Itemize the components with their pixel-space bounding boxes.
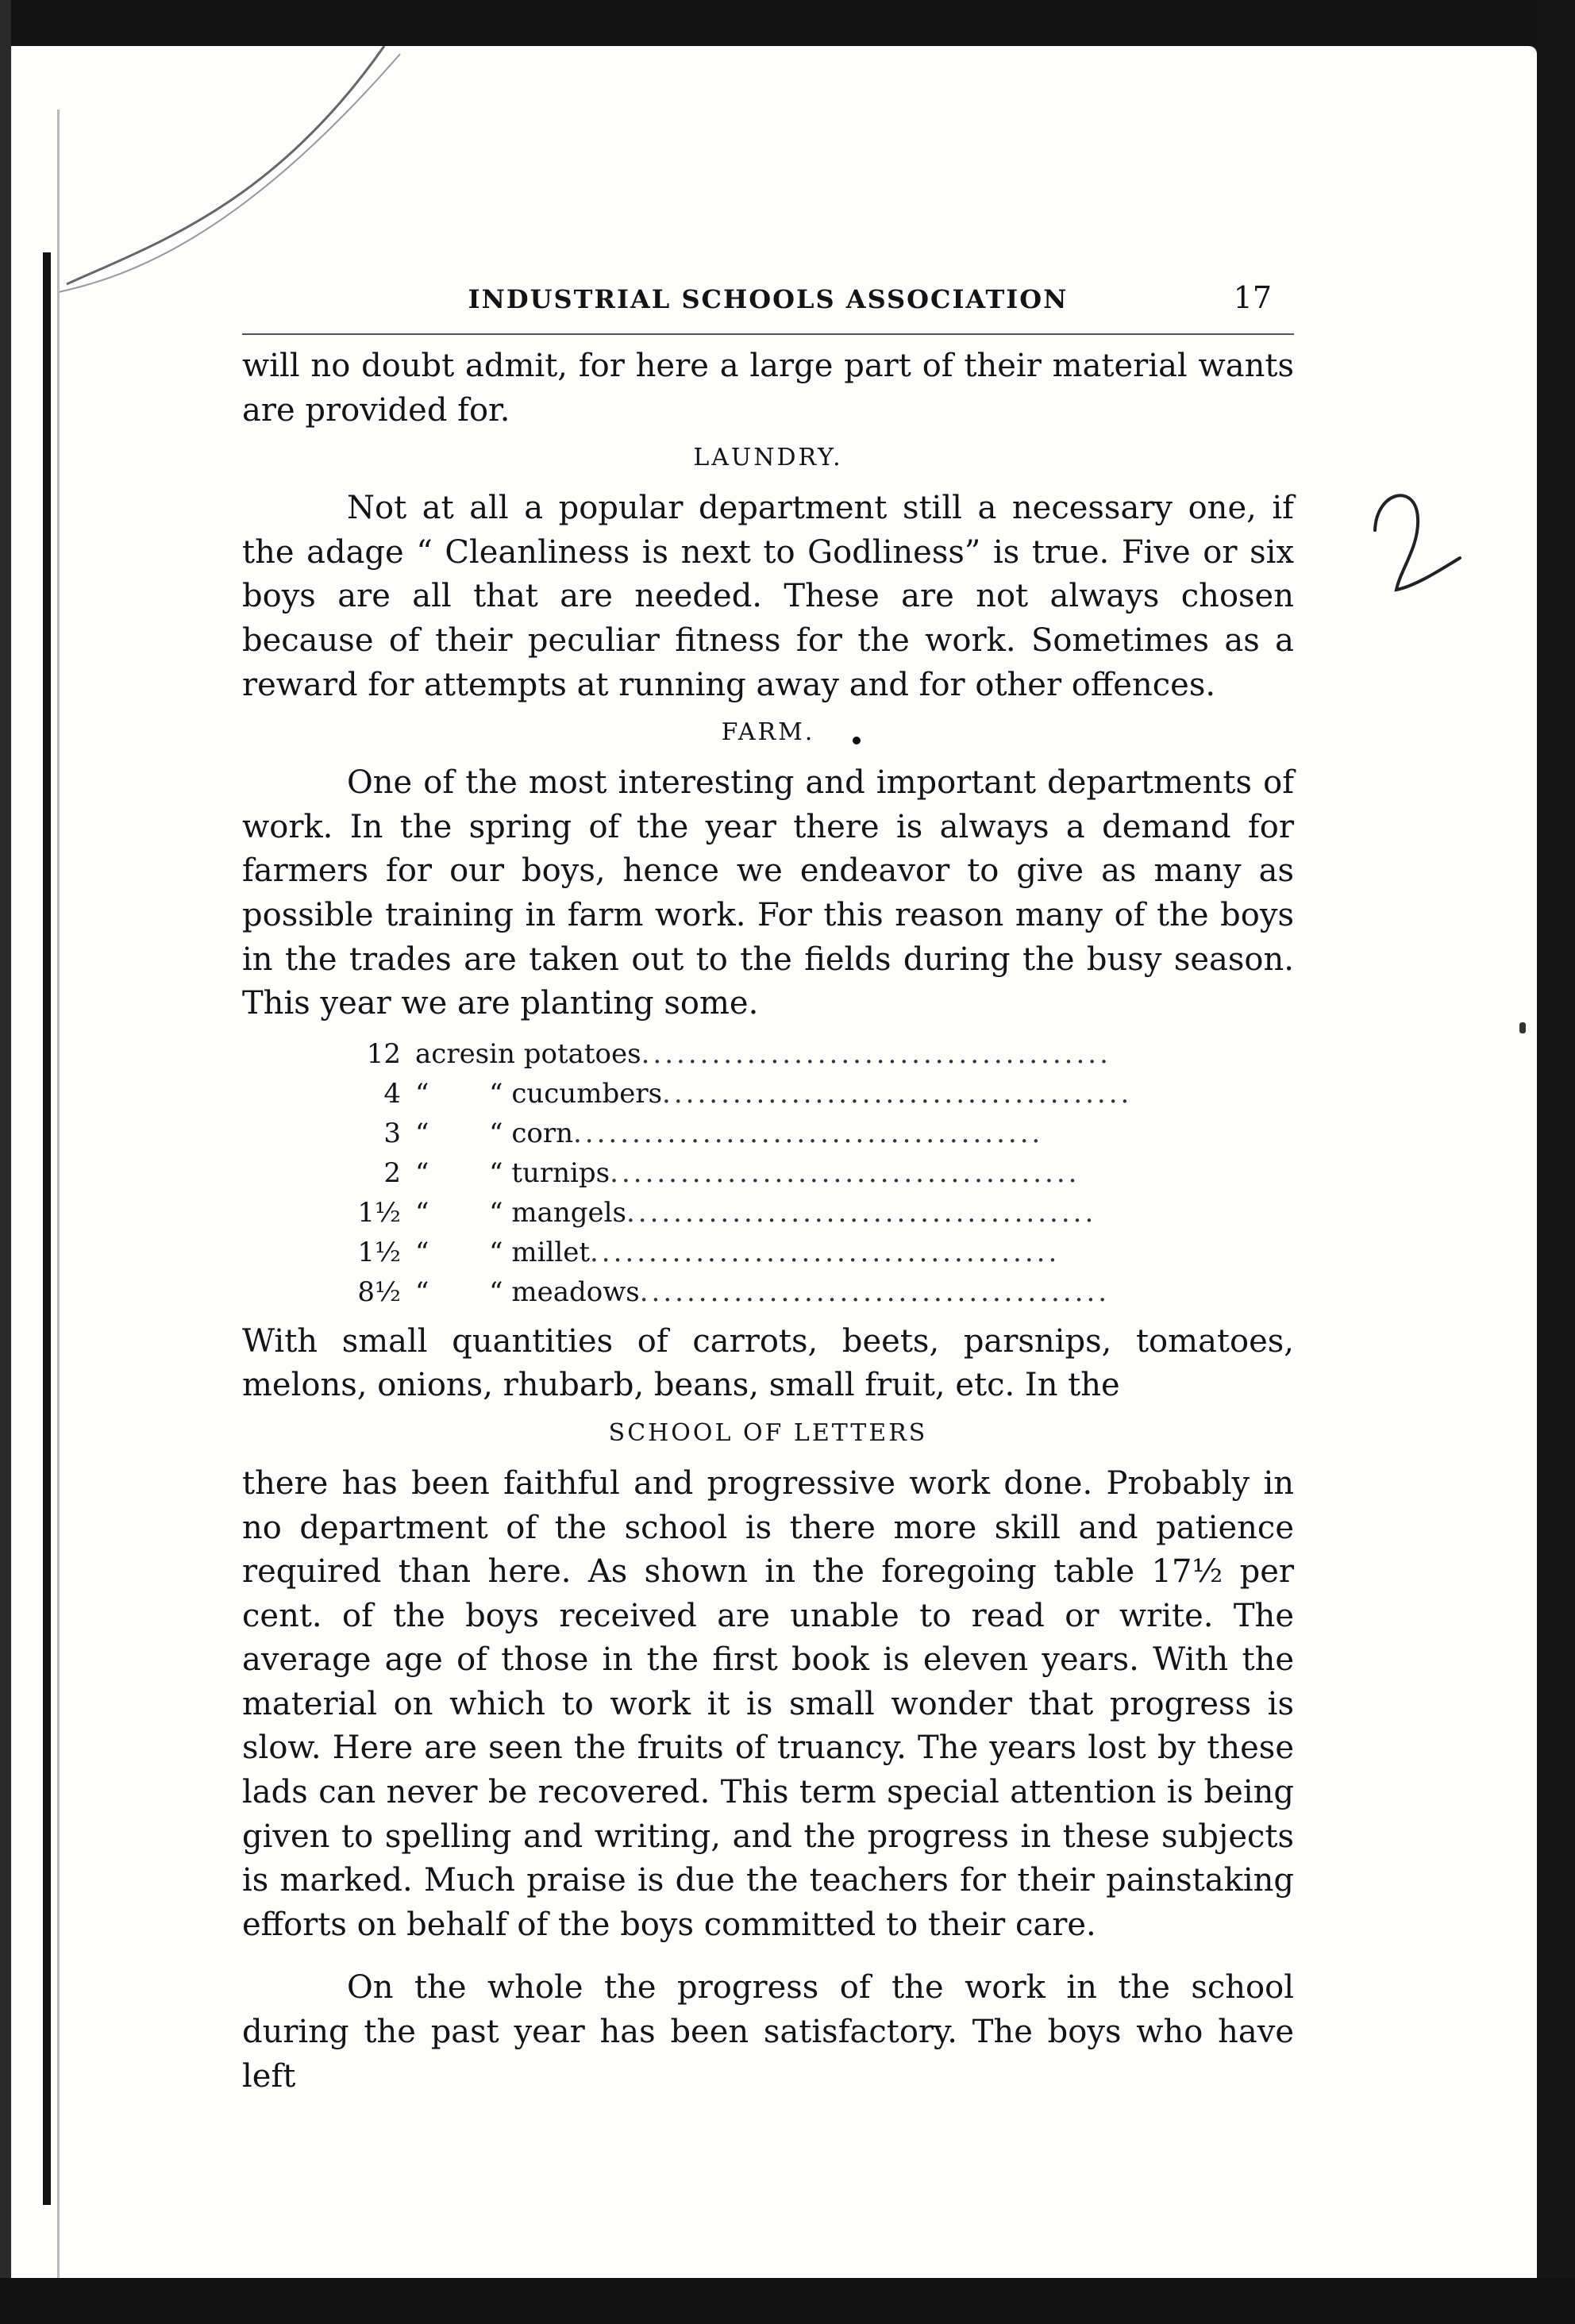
crop-row [353,1272,1195,1312]
section-heading-farm: FARM. [721,718,815,747]
leader-dots: ........................................ [610,1156,1080,1189]
crop-quantity: 8½ [357,1276,401,1308]
crop-quantity: 1½ [357,1196,401,1229]
crop-name: “ millet [489,1236,590,1268]
page-number: 17 [1233,280,1272,315]
leader-dots: ........................................ [573,1117,1044,1149]
crop-name: “ meadows [489,1276,640,1308]
page-speck [1519,1022,1526,1033]
crop-item [489,1233,1195,1272]
crop-quantity: 1½ [357,1236,401,1268]
scan-border-left [0,0,11,2324]
leader-dots: ........................................ [662,1077,1133,1110]
crop-item [489,1153,1195,1193]
crop-unit: “ [415,1236,429,1268]
crop-unit: “ [415,1196,429,1229]
binding-edge-light [57,110,60,2316]
crop-name: “ corn [489,1117,573,1149]
crop-item [489,1114,1195,1153]
page-header [242,270,1294,335]
running-head: INDUSTRIAL SCHOOLS ASSOCIATION [468,284,1069,314]
crop-quantity: 3 [383,1117,401,1149]
crop-name: “ mangels [489,1196,626,1229]
leader-dots: ........................................ [639,1276,1111,1308]
crop-table [353,1034,1195,1312]
leader-dots: ........................................ [641,1037,1111,1070]
crop-item [489,1034,1195,1074]
crop-row [353,1233,1195,1272]
crop-row [353,1193,1195,1233]
crop-unit: “ [415,1276,429,1308]
page-content [242,270,1294,2099]
leader-dots: ........................................ [589,1236,1061,1268]
paragraph-progress: On the whole the progress of the work in the school during the past year has been satisfactory. The boys who have left [242,1969,1294,2095]
crop-row [353,1153,1195,1193]
section-heading-laundry: LAUNDRY. [693,444,843,472]
crop-name: “ cucumbers [489,1077,663,1110]
section-heading-school-of-letters: SCHOOL OF LETTERS [608,1418,928,1447]
leader-dots: ........................................ [626,1196,1097,1229]
crop-quantity: 12 [366,1037,401,1070]
crop-row [353,1074,1195,1114]
crop-name: in potatoes [489,1037,641,1070]
crop-name: “ turnips [489,1156,610,1189]
crop-quantity: 2 [383,1156,401,1189]
crop-unit: acres [415,1037,490,1070]
paragraph-farm: One of the most interesting and important departments of work. In the spring of the year there is always a demand for farmers for our boys, hence we endeavor to give as many as possible training in farm work. For this reason many of the boys in the trades are taken out to the fields during the busy season. This year we are planting some. [242,764,1294,1022]
binding-edge [43,252,51,2205]
handwritten-margin-mark [1361,475,1464,610]
crop-unit: “ [415,1077,429,1110]
scan-border-top [0,0,1575,48]
crop-item [489,1272,1195,1312]
scan-border-bottom [0,2278,1575,2324]
crop-row [353,1114,1195,1153]
crop-quantity: 4 [383,1077,401,1110]
crop-item [489,1193,1195,1233]
paragraph-school-of-letters: there has been faithful and progressive work done. Probably in no department of the school is there more skill and patience required than here. As shown in the foregoing table 17½ per cent. of the boys received are unable to read or write. The average age of those in the first book is eleven years. With the material on which to work it is small wonder that progress is slow. Here are seen the fruits of truancy. The years lost by these lads can never be recovered. This term special attention is being given to spelling and writing, and the progress in these subjects is marked. Much praise is due the teachers for their painstaking efforts on behalf of the boys committed to their care. [242,1464,1294,1943]
crop-unit: “ [415,1156,429,1189]
paragraph-small-quantities: With small quantities of carrots, beets, parsnips, tomatoes, melons, onions, rhubarb, beans, small fruit, etc. In the [242,1322,1294,1404]
crop-row [353,1034,1195,1074]
crop-unit: “ [415,1117,429,1149]
paragraph-continuation: will no doubt admit, for here a large part of their material wants are provided for. [242,348,1294,429]
paragraph-laundry: Not at all a popular department still a necessary one, if the adage “ Cleanliness is next to Godliness” is true. Five or six boys are all that are needed. These are not always chosen because of their peculiar fitness for the work. Sometimes as a reward for attempts at running away and for other offences. [242,490,1294,703]
scan-border-right [1537,0,1575,2324]
crop-item [489,1074,1195,1114]
